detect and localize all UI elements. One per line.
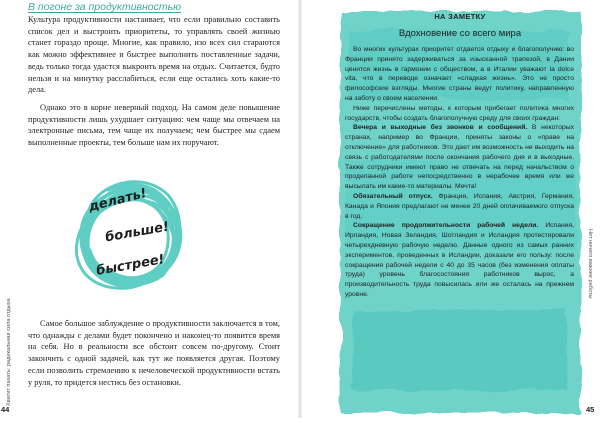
note-item-2 [345, 192, 574, 221]
paragraph-1: Культура продуктивности настаивает, что если правильно составить список дел и выстроить приоритеты, то управлять своей жизнью станет гораздо проще. Многие, как правило, изо всех сил стараются как можно эффективнее и быстрее выполнить поставленные задачи, ведь только тогда удастся выкроить время на отдых. Считается, будто нельзя и на минутку расслабиться, если еще остались хоть какие-то дела. [28, 15, 280, 95]
paragraph-2: Однако это в корне неверный подход. На самом деле повышение продуктивности лишь ухудшает ситуацию: чем чаще мы отвечаем на электронные письма, тем чаще их получаем; чем быстрее мы сдаем выполненные проекты, тем больше нам их поручают. [28, 103, 280, 148]
section-title: В погоне за продуктивностью [28, 1, 182, 13]
scribble-word-1: делать! [87, 186, 149, 215]
note-intro-2: Ниже перечислены методы, к которым прибегает политика многих государств, чтобы создать благополучную среду для своих граждан: [345, 104, 574, 122]
left-running-title: Хватит пахать: радикальная сила отдыха [6, 298, 12, 406]
paragraph-3: Самое большое заблуждение о продуктивности заключается в том, что однажды с делами будет покончено и наконец-то появится время на себя. Но в реальности все обстоит совсем по-другому. Стоит закончить с одной задачей, как тут же появляется другая. Поэтому если позволить стремлению к нечеловеческой продуктивности встать у руля, то придется нестись без остановки. [28, 319, 280, 387]
right-page-number: 45 [586, 405, 595, 414]
note-item-1-text: В некоторых странах, например во Франции, приняты законы о «праве на отключение» для работников. Это дает им возможность не выходить на связь с работодателями после окончания рабочего дня и в выходные. Также сотрудники имеют право не отвечать на перед начальством о проделанной работе непосредственно в нерабочее время или же высылать им какие-то материалы. Мечта! [345, 124, 574, 191]
note-item-2-title: Обязательный отпуск. [353, 192, 433, 200]
note-item-1 [345, 123, 574, 192]
left-page-number: 44 [1, 405, 10, 414]
note-title: Вдохновение со всего мира [398, 28, 522, 39]
note-header: НА ЗАМЕТКУ [434, 12, 486, 21]
note-item-2-text: Франция, Испания, Австрия, Германия, Канада и Япония предлагают не менее 20 дней оплачиваемого отпуска в год. [345, 192, 574, 220]
note-item-3-title: Сокращение продолжительности рабочей недели. [353, 222, 539, 230]
note-intro: Во многих культурах приоритет отдается отдыху и благополучию: во Франции принято задерживаться за изысканной трапезой, в Дании ценится жизнь в гармонии с обществом, а в Италии уважают la dolce vita, что в переводе означает «сладкая жизнь». Это не просто философские взгляды. Многие страны ведут политику, направленную на заботу о своем населении. [345, 46, 574, 102]
scribble-word-2: больше! [104, 219, 171, 246]
scribble-word-3: быстрее! [95, 252, 166, 279]
note-item-3 [345, 221, 574, 299]
right-running-title: Нет ничего важнее работы [587, 229, 593, 299]
note-item-1-title: Вечера и выходные без звонков и сообщений. [353, 124, 528, 132]
note-body [345, 45, 574, 300]
book-gutter [298, 0, 302, 418]
note-item-3-text: Испания, Ирландия, Новая Зеландия, Шотландия и Исландия протестировали четырехдневную рабочую неделю. Данные одного из самых ранних экспериментов, проведенных в Исландии, доказали его пользу: после сокращения рабочей недели с 40 до 35 часов (без изменения оплаты труда) уровень благосостояния работников вырос, а производительность труда повысилась или же осталась на прежнем уровне. [345, 222, 574, 298]
